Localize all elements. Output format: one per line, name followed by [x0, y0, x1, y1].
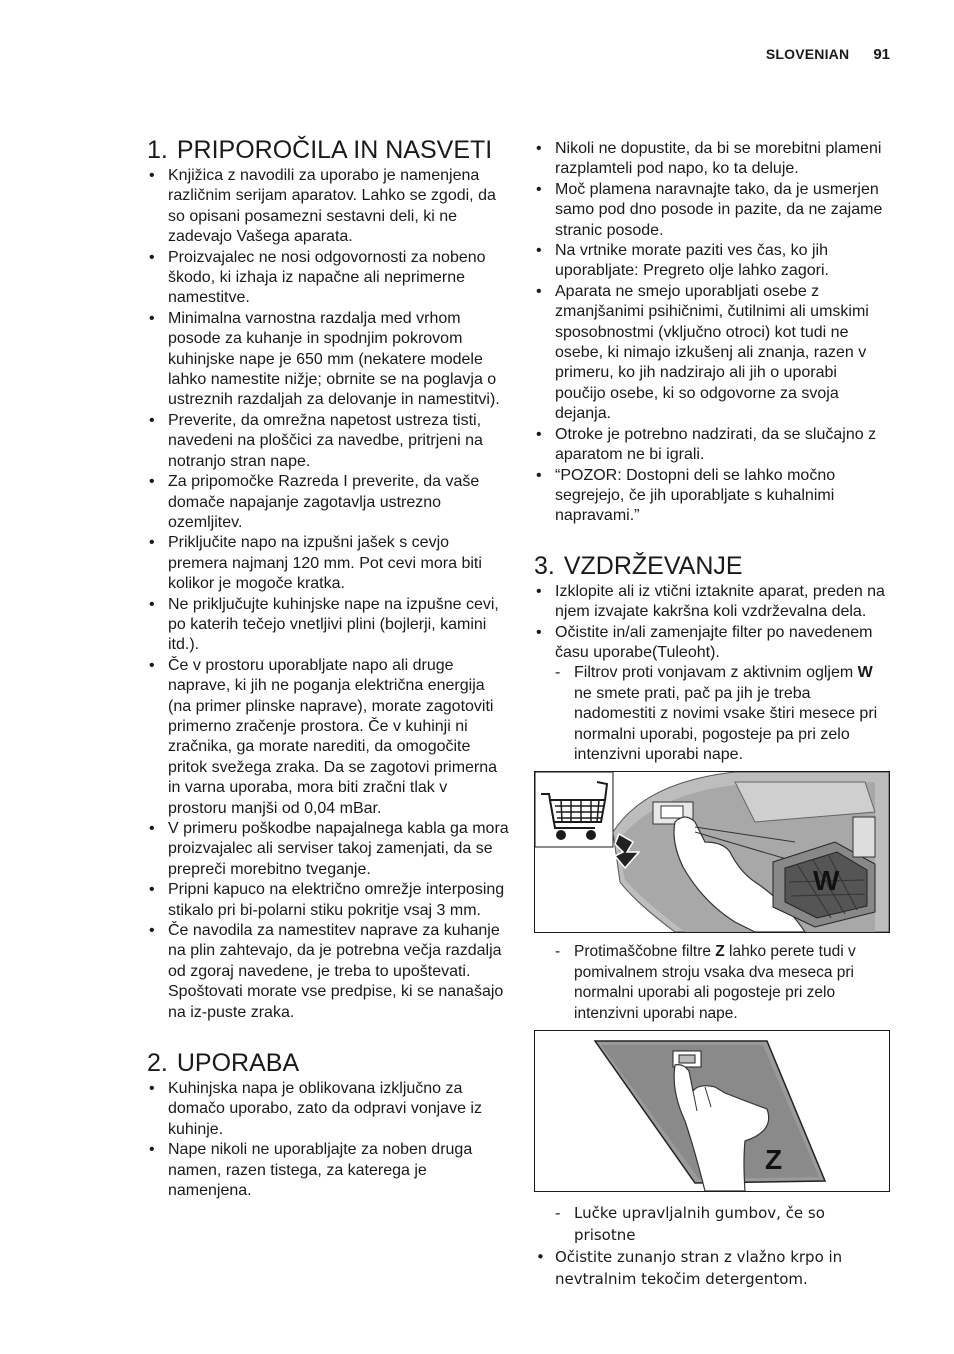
list-item: • Nape nikoli ne uporabljajte za noben druga namen, razen tistega, za katerega je namenjena.: [147, 1140, 509, 1201]
list-item: • Preverite, da omrežna napetost ustreza tisti, navedeni na ploščici za navedbe, pritrjeni na notranjo stran nape.: [147, 411, 509, 472]
charcoal-filter-drawing: [535, 772, 889, 932]
list-item: • Kuhinjska napa je oblikovana izključno za domačo uporabo, zato da odpravi vonjave iz kuhinje.: [147, 1079, 509, 1140]
charcoal-filter-illustration: [534, 771, 890, 933]
section-1-list: [147, 166, 509, 1023]
section-2-title: UPORABA: [176, 1049, 300, 1078]
left-column: [147, 136, 509, 1202]
section-3-list-end: [534, 1202, 890, 1290]
section-3-title: VZDRŽEVANJE: [563, 551, 743, 580]
list-item: • Ne priključujte kuhinjske nape na izpušne cevi, po katerih tečejo vnetljivi plini (bojlerji, kamini itd.).: [147, 595, 509, 656]
section-3-list: [534, 582, 890, 766]
list-item: • V primeru poškodbe napajalnega kabla ga mora proizvajalec ali serviser takoj zamenjati, da se prepreči morebitno tveganje.: [147, 819, 509, 880]
list-item: • Če v prostoru uporabljate napo ali druge naprave, ki jih ne poganja električna energija (na primer plinske naprave), morate zagotoviti primerno zračenje prostora. Če v kuhinji ni zračnika, ga morate narediti, da omogočite pritok svežega zraka. Da se zagotovi primerna in varna uporaba, mora biti zračni tlak v prostoru manjši od 0,04 mBar.: [147, 656, 509, 819]
list-item: • Za pripomočke Razreda I preverite, da vaše domače napajanje zagotavlja ustrezno ozemljitev.: [147, 472, 509, 533]
list-item: • Otroke je potrebno nadzirati, da se slučajno z aparatom ne bi igrali.: [534, 425, 890, 466]
section-1-title: PRIPOROČILA IN NASVETI: [176, 136, 493, 164]
section-2-number: 2.: [147, 1049, 168, 1078]
list-item: • Moč plamena naravnajte tako, da je usmerjen samo pod dno posode in pazite, da ne zajame stranic posode.: [534, 180, 890, 241]
list-item: • Izklopite ali iz vtični iztaknite aparat, preden na njem izvajate kakršna koli vzdrževalna dela.: [534, 582, 890, 623]
figure-2-label: Z: [765, 1144, 783, 1175]
filter-w-label: W: [857, 664, 873, 682]
section-1-number: 1.: [147, 136, 168, 164]
list-item: • Minimalna varnostna razdalja med vrhom posode za kuhanje in spodnjim pokrovom kuhinjske nape je 650 mm (nekatere modele lahko namestite nižje; obrnite se na poglavja o ustreznih razdaljah za delovanje in namestitvi).: [147, 309, 509, 411]
list-item: • Proizvajalec ne nosi odgovornosti za nobeno škodo, ki izhaja iz napačne ali neprimerne namestitve.: [147, 248, 509, 309]
section-2-heading: [147, 1049, 509, 1077]
list-item: • Pripni kapuco na električno omrežje interposing stikalo pri bi-polarni stiku pokritje vsaj 3 mm.: [147, 880, 509, 921]
list-item: • Nikoli ne dopustite, da bi se morebitni plameni razplamteli pod napo, ko ta deluje.: [534, 139, 890, 180]
right-column: [534, 139, 890, 1290]
section-2-list: [147, 1079, 509, 1201]
section-2-list-continued: [534, 139, 890, 527]
sub-list-item-charcoal-filter: - Filtrov proti vonjavam z aktivnim ogljem W ne smete prati, pač pa jih je treba nadomestiti z novimi vsake štiri mesece pri normalni uporabi, pogosteje pa pri zelo intenzivni uporabi nape.: [534, 663, 890, 765]
list-item: • Aparata ne smejo uporabljati osebe z zmanjšanimi psihičnimi, čutilnimi ali umskimi sposobnostmi (vključno otroci) kot tudi ne osebe, ki nimajo izkušenj ali znanja, razen v primeru, ko jih nadzirajo ali jih o uporabi poučijo osebe, ki so odgovorne za svoja dejanja.: [534, 282, 890, 425]
list-item: • Očistite in/ali zamenjajte filter po navedenem času uporabe(Tuleoht).: [534, 623, 890, 664]
language-label: SLOVENIAN: [765, 46, 850, 62]
list-item: • Priključite napo na izpušni jašek s cevjo premera najmanj 120 mm. Pot cevi mora biti kolikor je mogoče kratka.: [147, 533, 509, 594]
list-item: • Knjižica z navodili za uporabo je namenjena različnim serijam aparatov. Lahko se zgodi, da so opisani posamezni sestavni deli, ki ne zadevajo Vašega aparata.: [147, 166, 509, 248]
grease-filter-drawing: [535, 1031, 889, 1191]
figure-1-label: W: [813, 865, 840, 897]
list-item: • Očistite zunanjo stran z vlažno krpo in nevtralnim tekočim detergentom.: [534, 1246, 890, 1290]
list-item: • Na vrtnike morate paziti ves čas, ko jih uporabljate: Pregreto olje lahko zagori.: [534, 241, 890, 282]
filter-z-label: Z: [715, 943, 725, 961]
section-3-sublist-2: [534, 942, 890, 1024]
list-item: • “POZOR: Dostopni deli se lahko močno segrejejo, če jih uporabljate s kuhalnimi napravami.”: [534, 466, 890, 527]
page-header: [766, 46, 890, 63]
sub-list-item-grease-filter: - Protimaščobne filtre Z lahko perete tudi v pomivalnem stroju vsaka dva meseca pri normalni uporabi ali pogosteje pri zelo intenzivni uporabi nape.: [534, 942, 890, 1024]
list-item: • Če navodila za namestitev naprave za kuhanje na plin zahtevajo, da je potrebna večja razdalja od zgoraj navedene, je treba to upoštevati. Spoštovati morate vse predpise, ki se nanašajo na iz-puste zraka.: [147, 921, 509, 1023]
section-1-heading: [147, 136, 509, 164]
section-3-number: 3.: [534, 551, 555, 580]
grease-filter-illustration: [534, 1030, 890, 1192]
page-number: 91: [873, 46, 890, 63]
section-3-heading: [534, 552, 890, 580]
sub-list-item-button-lights: - Lučke upravljalnih gumbov, če so prisotne: [534, 1202, 890, 1246]
